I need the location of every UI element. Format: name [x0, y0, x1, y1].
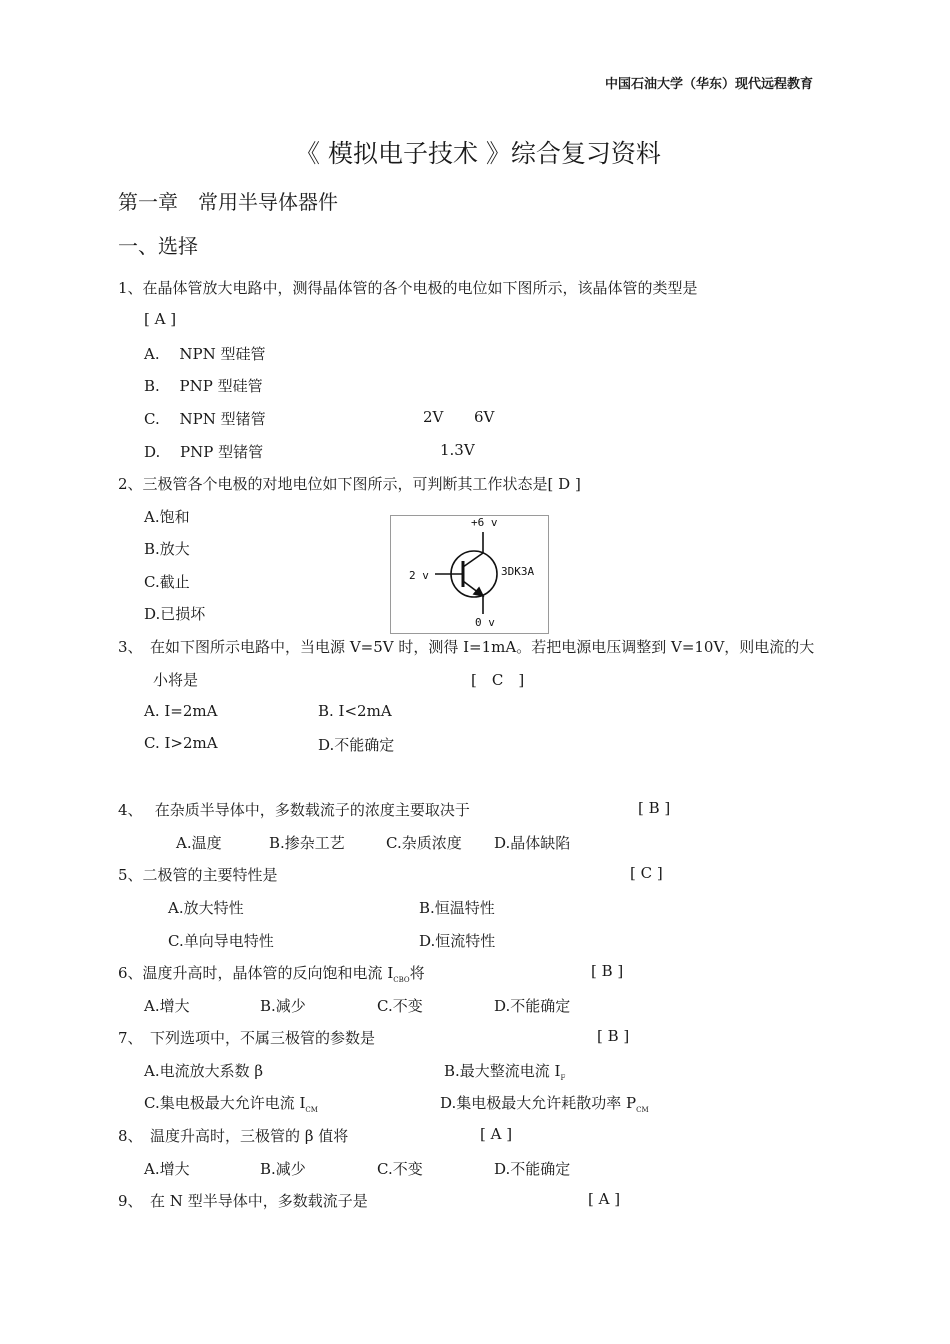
q9-answer: [ A ] — [588, 1190, 621, 1208]
q1-voltage-1-3v: 1.3V — [440, 441, 475, 459]
q6-answer: [ B ] — [591, 962, 624, 980]
q2-text: 2、三极管各个电极的对地电位如下图所示，可判断其工作状态是[ D ] — [118, 475, 581, 493]
q5-option-b: B.恒温特性 — [419, 899, 495, 917]
q1-option-d: D. PNP 型锗管 — [144, 443, 264, 461]
q1-option-b: B. PNP 型硅管 — [144, 377, 263, 395]
q2-option-b: B.放大 — [144, 540, 190, 558]
figure-top-voltage: +6 v — [471, 516, 498, 529]
q6-option-c: C.不变 — [377, 997, 423, 1015]
q7-option-d: D.集电极最大允许耗散功率 $P_{CM}$ — [440, 1094, 649, 1114]
q6-text: 6、温度升高时，晶体管的反向饱和电流 $I_{CBO}$将 — [118, 964, 425, 984]
section-heading: 一、选择 — [118, 234, 198, 258]
chapter-heading: 第一章 常用半导体器件 — [118, 190, 338, 214]
figure-base-voltage: 2 v — [409, 569, 429, 582]
q6-option-d: D.不能确定 — [494, 997, 571, 1015]
q8-option-b: B.减少 — [260, 1160, 306, 1178]
q6-subscript: CBO — [393, 976, 410, 984]
q7-option-a: A.电流放大系数 β — [144, 1062, 264, 1080]
q8-option-d: D.不能确定 — [494, 1160, 571, 1178]
q9-text: 9、 在 N 型半导体中，多数载流子是 — [118, 1192, 368, 1210]
q4-text: 4、 在杂质半导体中，多数载流子的浓度主要取决于 — [118, 801, 470, 819]
q7-option-b: B.最大整流电流 $I_F$ — [444, 1062, 566, 1082]
q3-option-b: B. I<2mA — [318, 702, 392, 720]
q1-option-c: C. NPN 型锗管 — [144, 410, 266, 428]
q8-option-a: A.增大 — [144, 1160, 190, 1178]
q1-option-a: A. NPN 型硅管 — [144, 345, 266, 363]
q2-option-d: D.已损坏 — [144, 605, 206, 623]
q1-voltage-6v: 6V — [474, 408, 495, 426]
q2-answer: [ D ] — [547, 475, 581, 493]
q4-option-d: D.晶体缺陷 — [494, 834, 571, 852]
q8-text: 8、 温度升高时，三极管的 β 值将 — [118, 1127, 349, 1145]
q5-option-a: A.放大特性 — [168, 899, 244, 917]
q7-answer: [ B ] — [597, 1027, 630, 1045]
q8-option-c: C.不变 — [377, 1160, 423, 1178]
figure-model-label: 3DK3A — [501, 565, 535, 578]
q1-voltage-2v: 2V — [423, 408, 444, 426]
transistor-symbol — [435, 532, 497, 614]
q7-option-c: C.集电极最大允许电流 $I_{CM}$ — [144, 1094, 318, 1114]
q5-answer: [ C ] — [630, 864, 663, 882]
q3-option-a: A. I=2mA — [144, 702, 218, 720]
q3-answer: [ C ] — [471, 671, 525, 689]
q6-option-a: A.增大 — [144, 997, 190, 1015]
transistor-circuit-figure — [390, 515, 549, 634]
q4-answer: [ B ] — [638, 799, 671, 817]
q1-answer: [ A ] — [144, 310, 177, 328]
page-header: 中国石油大学（华东）现代远程教育 — [605, 77, 814, 92]
q2-option-a: A.饱和 — [144, 508, 190, 526]
q4-option-a: A.温度 — [176, 834, 222, 852]
document-title: 《 模拟电子技术 》综合复习资料 — [295, 139, 661, 168]
q1-text: 1、在晶体管放大电路中，测得晶体管的各个电极的电位如下图所示，该晶体管的类型是 — [118, 279, 698, 297]
q3-option-d: D.不能确定 — [318, 736, 395, 754]
q6-option-b: B.减少 — [260, 997, 306, 1015]
q8-answer: [ A ] — [480, 1125, 513, 1143]
q3-text: 3、 在如下图所示电路中，当电源 V=5V 时，测得 I=1mA。若把电源电压调整到 V=10V，则电流的大 — [118, 638, 815, 656]
q4-option-c: C.杂质浓度 — [386, 834, 462, 852]
q7-text: 7、 下列选项中，不属三极管的参数是 — [118, 1029, 376, 1047]
q3-text-continued: 小将是 — [153, 671, 199, 689]
q2-option-c: C.截止 — [144, 573, 190, 591]
q4-option-b: B.掺杂工艺 — [269, 834, 345, 852]
q5-option-c: C.单向导电特性 — [168, 932, 274, 950]
figure-bottom-voltage: 0 v — [475, 616, 495, 629]
q3-option-c: C. I>2mA — [144, 734, 218, 752]
q5-option-d: D.恒流特性 — [419, 932, 496, 950]
q5-text: 5、二极管的主要特性是 — [118, 866, 278, 884]
